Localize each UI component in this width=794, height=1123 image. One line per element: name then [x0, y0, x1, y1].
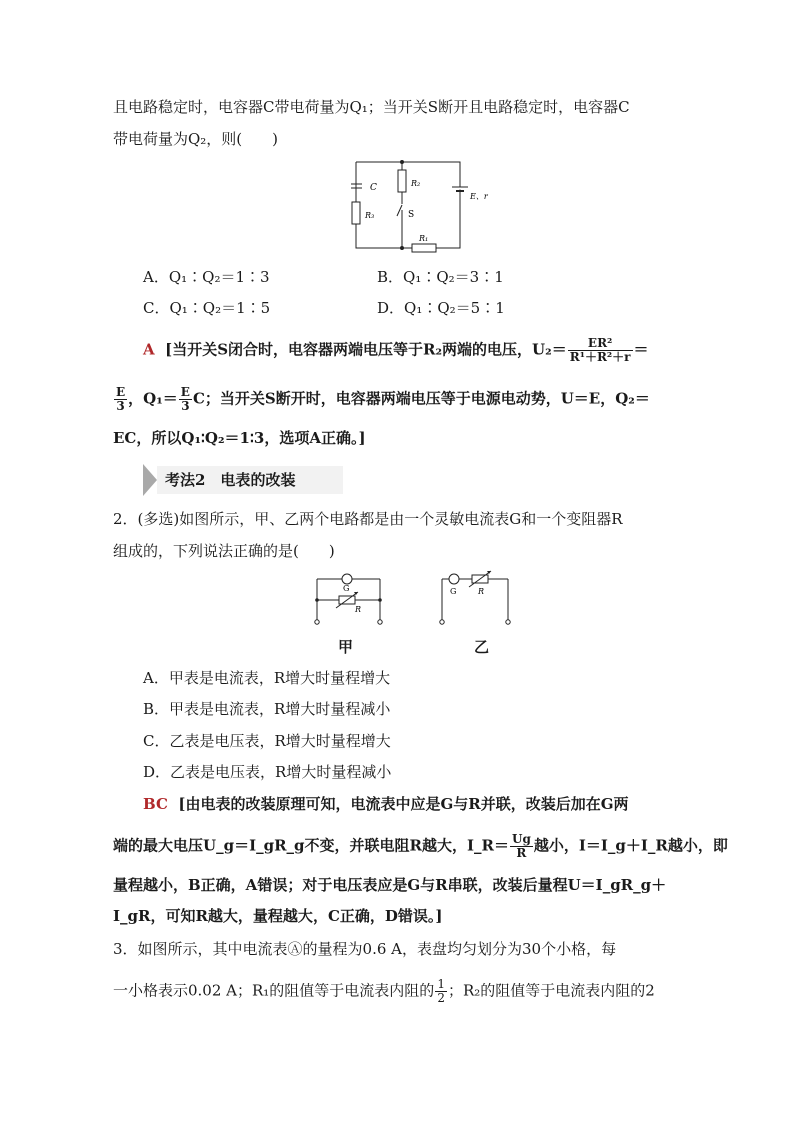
q1-explanation-line-2: $\frac{E}{3}$ ，Q₁＝ $\frac{E}{3}$ C；当开关S断开时，电容器两端电压等于电源电动势，U＝E，Q₂＝: [116, 385, 650, 413]
circuit-diagram-q1: [350, 158, 488, 250]
q2-line-1: 2．(多选)如图所示，甲、乙两个电路都是由一个灵敏电流表G和一个变阻器R: [113, 510, 623, 528]
figure-label-jia: 甲: [338, 638, 354, 656]
q1-option-d[interactable]: D．Q₁∶Q₂＝5∶1: [377, 299, 505, 317]
section-title: 考法2 电表的改装: [165, 471, 296, 489]
q3-line-2: 一小格表示0.02 A；R₁的阻值等于电流表内阻的 $\frac{1}{2}$ ；R₂的阻值等于电流表内阻的2: [113, 977, 655, 1005]
label-r2: R₂: [411, 179, 421, 188]
circuit-diagram-yi: [432, 570, 522, 628]
section-header: [143, 464, 343, 496]
label-g-yi: G: [450, 587, 457, 596]
label-r3: R₃: [365, 211, 375, 220]
q3-line-1: 3．如图所示，其中电流表Ⓐ的量程为0.6 A，表盘均匀划分为30个小格，每: [113, 940, 617, 958]
label-c: C: [370, 183, 377, 193]
q2-answer: BC: [143, 795, 168, 813]
label-s: S: [408, 210, 415, 220]
q2-line-2: 组成的，下列说法正确的是( ): [113, 542, 335, 560]
q2-option-d[interactable]: D．乙表是电压表，R增大时量程减小: [143, 763, 392, 781]
q2-explanation-line-2: 端的最大电压U_g＝I_gR_g不变，并联电阻R越大，I_R＝ $\frac{Ug}{R}$ 越小，I＝I_g＋I_R越小，即: [113, 832, 728, 860]
q2-explanation-line-4: I_gR，可知R越大，量程越大，C正确，D错误。]: [113, 907, 443, 925]
q1-option-c[interactable]: C．Q₁∶Q₂＝1∶5: [143, 299, 271, 317]
label-g-jia: G: [343, 584, 350, 593]
q1-option-a[interactable]: A．Q₁∶Q₂＝1∶3: [143, 268, 270, 286]
q2-explanation-line-1: BC [由电表的改装原理可知，电流表中应是G与R并联，改装后加在G两: [143, 795, 629, 813]
q1-line-2: 带电荷量为Q₂，则( ): [113, 130, 279, 148]
q2-option-a[interactable]: A．甲表是电流表，R增大时量程增大: [143, 669, 391, 687]
label-r-jia: R: [355, 605, 362, 614]
circuit-diagram-jia: [305, 570, 400, 628]
q1-line-1: 且电路稳定时，电容器C带电荷量为Q₁；当开关S断开且电路稳定时，电容器C: [113, 98, 630, 116]
q2-option-b[interactable]: B．甲表是电流表，R增大时量程减小: [143, 700, 391, 718]
q1-answer: A: [143, 340, 155, 359]
q2-explanation-line-3: 量程越小，B正确，A错误；对于电压表应是G与R串联，改装后量程U＝I_gR_g＋: [113, 876, 667, 894]
figure-label-yi: 乙: [474, 638, 490, 656]
q1-explanation-line-3: EC，所以Q₁∶Q₂＝1∶3，选项A正确。]: [113, 429, 366, 447]
q2-option-c[interactable]: C．乙表是电压表，R增大时量程增大: [143, 732, 391, 750]
label-r1: R₁: [419, 234, 429, 243]
label-r-yi: R: [478, 587, 485, 596]
q1-option-b[interactable]: B．Q₁∶Q₂＝3∶1: [377, 268, 504, 286]
label-er: E、r: [470, 192, 488, 201]
q1-explanation-line-1: A [当开关S闭合时，电容器两端电压等于R₂两端的电压，U₂＝ $\frac{\text{ER²}}{\text{R¹＋R²＋r}}$ ＝: [143, 336, 649, 364]
